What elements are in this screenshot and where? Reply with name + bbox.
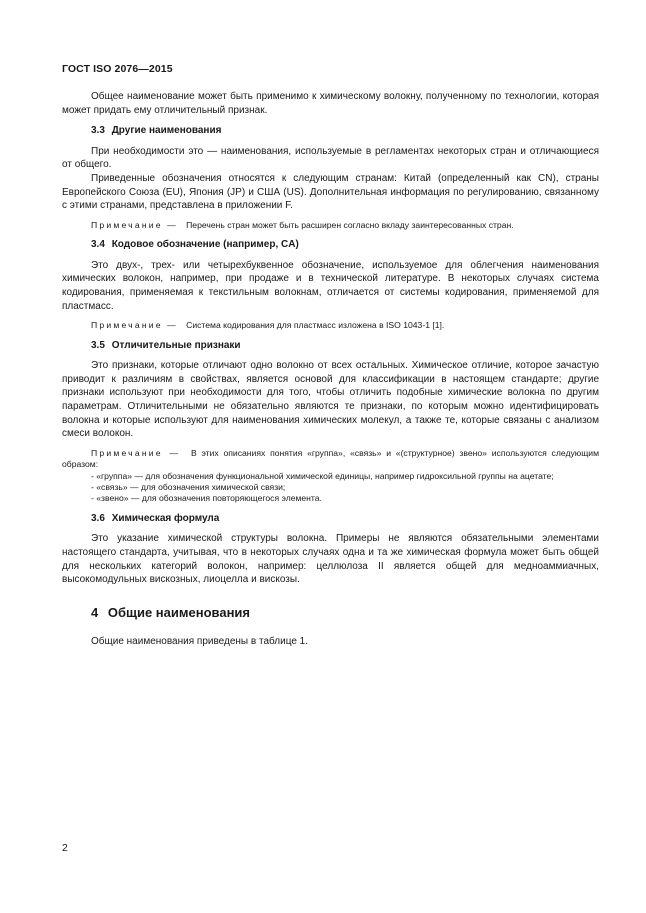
list-item: - «связь» — для обозначения химической связи; bbox=[91, 481, 286, 492]
note-label: Примечание bbox=[91, 320, 163, 331]
note-dash: — bbox=[167, 320, 176, 331]
section-3-4-heading bbox=[91, 238, 599, 252]
s4-paragraph-1: Общие наименования приведены в таблице 1. bbox=[91, 635, 309, 647]
section-4-heading bbox=[91, 605, 599, 621]
section-title: Общие наименования bbox=[107, 604, 250, 620]
s33-paragraph-2: Приведенные обозначения относятся к следующим странам: Китай (определенный как CN), страны Европейского Союза (EU), Япония (JP) и США (US). Дополнительная информация по регулированию, связанному с этими странами, представлена в приложении F. bbox=[62, 172, 599, 212]
note-text: В этих описаниях понятия «группа», «связь» и «(структурное) звено» используются следующим образом: bbox=[62, 447, 599, 470]
section-3-6-heading bbox=[91, 512, 599, 526]
section-title: Химическая формула bbox=[111, 512, 220, 524]
note-dash: — bbox=[167, 219, 176, 230]
section-number: 3.6 bbox=[91, 512, 105, 524]
s35-paragraph-1: Это признаки, которые отличают одно волокно от всех остальных. Химическое отличие, которое зачастую приводит к различиям в свойствах, является основой для классификации в настоящем стандарте; другие признаки используют при необходимости для того, чтобы отличить подобные химические волокна по другим параметрам. Отличительными не обязательно являются те признаки, по которым можно идентифицировать волокна и которые используют для наименования химических молекул, а также те, которые связаны с анализом смеси волокон. bbox=[62, 360, 599, 440]
note-dash: — bbox=[169, 447, 179, 458]
section-3-3-heading bbox=[91, 124, 599, 138]
intro-paragraph: Общее наименование может быть применимо к химическому волокну, полученному по технологии, которая может придать ему отличительный признак. bbox=[62, 91, 599, 116]
s35-note-list bbox=[91, 471, 599, 505]
section-title: Другие наименования bbox=[111, 125, 222, 137]
section-number: 3.4 bbox=[91, 239, 105, 251]
document-body bbox=[62, 90, 599, 648]
document-header: ГОСТ ISO 2076—2015 bbox=[62, 63, 173, 75]
s34-note bbox=[62, 320, 599, 331]
section-title: Отличительные признаки bbox=[111, 339, 241, 351]
s33-note bbox=[62, 220, 599, 231]
list-item: - «группа» — для обозначения функциональной химической единицы, например гидроксильной группы на ацетате; bbox=[91, 470, 554, 481]
s35-note bbox=[62, 448, 599, 471]
list-item: - «звено» — для обозначения повторяющегося элемента. bbox=[91, 493, 322, 504]
note-label: Примечание bbox=[91, 219, 163, 230]
s34-paragraph-1: Это двух-, трех- или четырехбуквенное обозначение, используемое для облегчения наименования химических волокон, например, при продаже и в технической литературе. В некоторых случаях система кодирования, применяемая к текстильным волокнам, отличается от системы кодирования, применяемой для пластмасс. bbox=[62, 259, 599, 312]
section-number: 3.5 bbox=[91, 339, 105, 351]
s36-paragraph-1: Это указание химической структуры волокна. Примеры не являются обязательными элементами настоящего стандарта, учитывая, что в некоторых случаях одна и та же химическая формула может быть общей для нескольких категорий волокон, например: целлюлоза II является общей для медноаммиачных, высокомодульных вискозных, лиоцелла и вискозы. bbox=[62, 533, 599, 586]
section-number: 4 bbox=[91, 604, 99, 620]
s33-paragraph-1: При необходимости это — наименования, используемые в регламентах некоторых стран и отличающиеся от общего. bbox=[62, 145, 599, 171]
note-text: Система кодирования для пластмасс изложена в ISO 1043-1 [1]. bbox=[186, 320, 445, 331]
page-number: 2 bbox=[62, 842, 68, 854]
note-text: Перечень стран может быть расширен согласно вкладу заинтересованных стран. bbox=[186, 219, 514, 230]
section-title: Кодовое обозначение (например, CA) bbox=[111, 239, 299, 251]
section-number: 3.3 bbox=[91, 125, 105, 137]
section-3-5-heading bbox=[91, 339, 599, 353]
note-label: Примечание bbox=[91, 447, 163, 458]
